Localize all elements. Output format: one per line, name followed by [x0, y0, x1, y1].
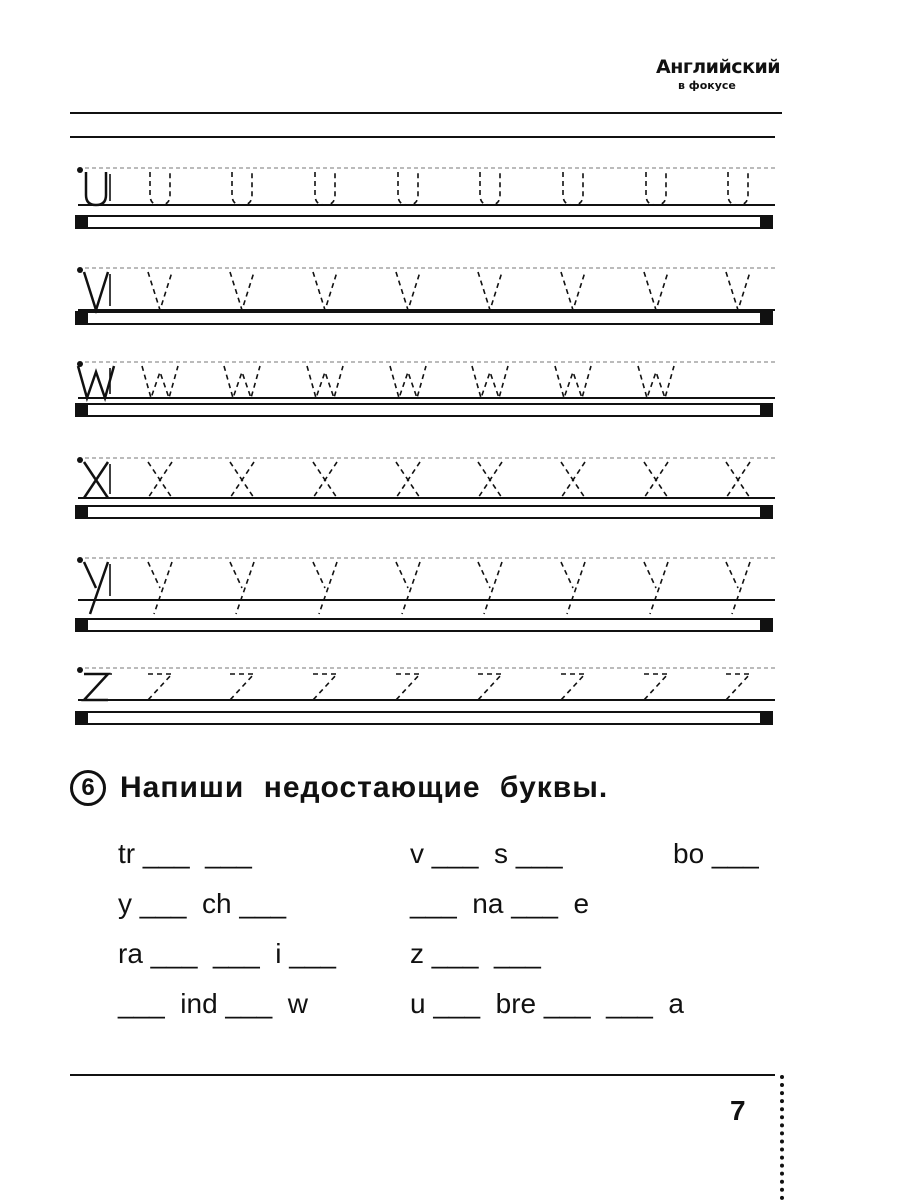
trace-letter-w — [472, 366, 508, 398]
bar-end-cap-right — [760, 311, 773, 325]
trace-letter-z — [313, 674, 337, 700]
trace-letter-w — [142, 366, 178, 398]
trace-letter-y — [478, 562, 502, 614]
trace-letter-x — [644, 462, 668, 498]
stroke-start-dot — [77, 667, 83, 673]
trace-letter-z — [561, 674, 585, 700]
trace-letter-v — [561, 272, 585, 310]
cut-line-dotted — [780, 1075, 788, 1200]
trace-letter-y — [726, 562, 750, 614]
word-row — [118, 938, 838, 988]
bar-end-cap-left — [75, 311, 88, 325]
stroke-start-dot — [77, 361, 83, 367]
bar-end-cap-right — [760, 618, 773, 632]
word-item: ___ na ___ e — [410, 888, 590, 919]
trace-letter-u — [398, 172, 418, 205]
trace-letter-z — [478, 674, 502, 700]
trace-letter-v — [148, 272, 172, 310]
trace-letter-w — [390, 366, 426, 398]
trace-letter-z — [230, 674, 254, 700]
word-row — [118, 888, 838, 938]
bar-end-cap-left — [75, 505, 88, 519]
trace-letter-z — [148, 674, 172, 700]
trace-letter-u — [150, 172, 170, 205]
writing-bar — [82, 619, 766, 631]
model-letter-x — [84, 462, 108, 498]
word-item: z ___ ___ — [410, 938, 541, 969]
word-item: v ___ s ___ — [410, 838, 563, 869]
page-number: 7 — [730, 1095, 746, 1126]
trace-letter-v — [726, 272, 750, 310]
trace-letter-w — [307, 366, 343, 398]
header-rule-top — [70, 112, 782, 114]
model-letter-v — [84, 272, 108, 310]
trace-letter-v — [230, 272, 254, 310]
trace-letter-v — [644, 272, 668, 310]
exercise-title: Напиши недостающие буквы. — [120, 771, 609, 804]
bar-end-cap-left — [75, 403, 88, 417]
word-row — [118, 838, 838, 888]
stroke-start-dot — [77, 167, 83, 173]
writing-bar — [82, 506, 766, 518]
bar-end-cap-right — [760, 403, 773, 417]
writing-bar — [82, 712, 766, 724]
trace-letter-x — [478, 462, 502, 498]
missing-letters-grid — [118, 838, 838, 1038]
stroke-start-dot — [77, 267, 83, 273]
trace-letter-w — [555, 366, 591, 398]
writing-bar — [82, 216, 766, 228]
trace-letter-u — [315, 172, 335, 205]
trace-letter-y — [561, 562, 585, 614]
bar-end-cap-right — [760, 711, 773, 725]
trace-letter-x — [148, 462, 172, 498]
logo-subtitle: в фокусе — [678, 79, 736, 92]
word-item: tr ___ ___ — [118, 838, 252, 869]
trace-letter-u — [728, 172, 748, 205]
trace-letter-z — [396, 674, 420, 700]
model-letter-y — [84, 562, 108, 614]
trace-letter-v — [313, 272, 337, 310]
trace-letter-y — [148, 562, 172, 614]
trace-letter-z — [644, 674, 668, 700]
word-item: y ___ ch ___ — [118, 888, 287, 919]
bar-end-cap-left — [75, 711, 88, 725]
trace-letter-y — [396, 562, 420, 614]
bar-end-cap-right — [760, 505, 773, 519]
letter-tracing-practice — [0, 150, 900, 740]
trace-letter-x — [313, 462, 337, 498]
trace-letter-z — [726, 674, 750, 700]
word-row — [118, 988, 838, 1038]
trace-letter-w — [638, 366, 674, 398]
word-item: ___ ind ___ w — [118, 988, 308, 1019]
trace-letter-u — [232, 172, 252, 205]
word-item: u ___ bre ___ ___ a — [410, 988, 684, 1019]
model-letter-w — [78, 366, 114, 398]
trace-letter-y — [313, 562, 337, 614]
bar-end-cap-left — [75, 215, 88, 229]
logo-title: Английский — [656, 56, 781, 78]
bar-end-cap-left — [75, 618, 88, 632]
trace-letter-x — [230, 462, 254, 498]
exercise-6 — [70, 770, 830, 1019]
writing-bar — [82, 312, 766, 324]
trace-letter-u — [563, 172, 583, 205]
model-letter-u — [86, 172, 106, 205]
trace-letter-u — [646, 172, 666, 205]
footer-rule — [70, 1074, 775, 1076]
stroke-start-dot — [77, 557, 83, 563]
book-logo — [656, 58, 786, 110]
writing-bar — [82, 404, 766, 416]
trace-letter-x — [726, 462, 750, 498]
stroke-start-dot — [77, 457, 83, 463]
bar-end-cap-right — [760, 215, 773, 229]
trace-letter-w — [224, 366, 260, 398]
word-item: ra ___ ___ i ___ — [118, 938, 336, 969]
trace-letter-v — [396, 272, 420, 310]
header-rule-second — [70, 136, 775, 138]
exercise-number: 6 — [70, 770, 106, 806]
trace-letter-u — [480, 172, 500, 205]
trace-letter-v — [478, 272, 502, 310]
model-letter-z — [84, 674, 108, 700]
trace-letter-y — [230, 562, 254, 614]
trace-letter-y — [644, 562, 668, 614]
trace-letter-x — [396, 462, 420, 498]
trace-letter-x — [561, 462, 585, 498]
word-item: bo ___ — [673, 838, 759, 869]
